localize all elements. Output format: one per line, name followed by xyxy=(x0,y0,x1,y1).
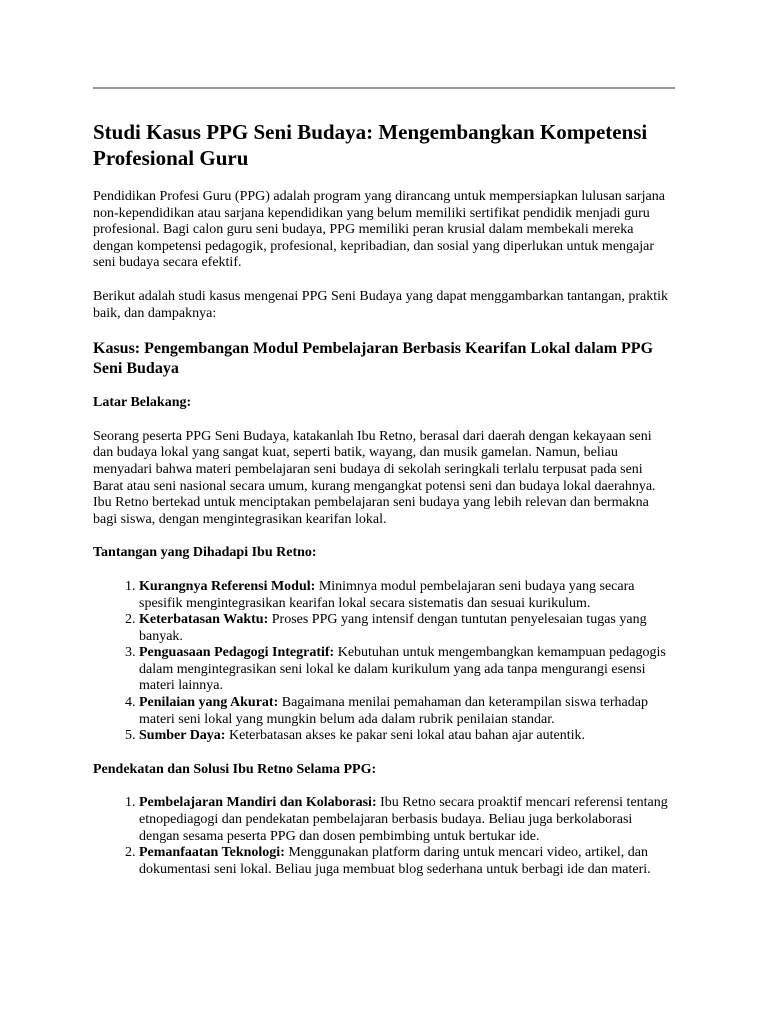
list-item xyxy=(139,695,675,728)
intro-paragraph-1: Pendidikan Profesi Guru (PPG) adalah program yang dirancang untuk mempersiapkan lulusan sarjana non-kependidikan atau sarjana kependidikan yang belum memiliki sertifikat pendidik menjadi guru profesional. Bagi calon guru seni budaya, PPG memiliki peran krusial dalam membekali mereka dengan kompetensi pedagogik, profesional, kepribadian, dan sosial yang diperlukan untuk mengajar seni budaya secara efektif. xyxy=(93,189,665,271)
list-item-text: Bagaimana menilai pemahaman dan keterampilan siswa terhadap materi seni lokal yang mungkin belum ada dalam rubrik penilaian standar. xyxy=(139,695,648,727)
list-item-text: Minimnya modul pembelajaran seni budaya yang secara spesifik mengintegrasikan kearifan lokal secara sistematis dan sesuai kurikulum. xyxy=(139,578,635,611)
list-item-text: Kebutuhan untuk mengembangkan kemampuan pedagogis dalam mengintegrasikan seni lokal ke dalam kurikulum yang ada tanpa mengurangi esensi materi lainnya. xyxy=(139,645,666,694)
list-item-term: Pemanfaatan Teknologi: xyxy=(139,845,285,861)
list-item xyxy=(139,795,675,845)
challenges-list xyxy=(93,579,675,745)
list-item-text: Proses PPG yang intensif dengan tuntutan penyelesaian tugas yang banyak. xyxy=(139,612,647,644)
background-heading: Latar Belakang: xyxy=(93,395,192,411)
list-item-term: Penguasaan Pedagogi Integratif: xyxy=(139,645,335,661)
list-item-text: Menggunakan platform daring untuk mencari video, artikel, dan dokumentasi seni lokal. Beliau juga membuat blog sederhana untuk berbagi ide dan materi. xyxy=(139,845,651,877)
list-item-term: Penilaian yang Akurat: xyxy=(139,695,279,711)
list-item-term: Kurangnya Referensi Modul: xyxy=(139,578,316,594)
list-item xyxy=(139,612,675,645)
list-item-term: Keterbatasan Waktu: xyxy=(139,612,269,628)
list-item-term: Pembelajaran Mandiri dan Kolaborasi: xyxy=(139,795,377,811)
intro-paragraph-2: Berikut adalah studi kasus mengenai PPG Seni Budaya yang dapat menggambarkan tantangan, praktik baik, dan dampaknya: xyxy=(93,288,669,321)
list-item-text: Keterbatasan akses ke pakar seni lokal atau bahan ajar autentik. xyxy=(225,728,586,744)
background-paragraph: Seorang peserta PPG Seni Budaya, katakanlah Ibu Retno, berasal dari daerah dengan kekayaan seni dan budaya lokal yang sangat kuat, seperti batik, wayang, dan musik gamelan. Namun, beliau menyadari bahwa materi pembelajaran seni budaya di sekolah seringkali terlalu terpusat pada seni Barat atau seni nasional secara umum, kurang mengangkat potensi seni dan budaya lokal daerahnya. Ibu Retno bertekad untuk menciptakan pembelajaran seni budaya yang lebih relevan dan bermakna bagi siswa, dengan mengintegrasikan kearifan lokal. xyxy=(93,428,656,527)
case-title: Kasus: Pengembangan Modul Pembelajaran Berbasis Kearifan Lokal dalam PPG Seni Budaya xyxy=(93,340,654,378)
challenges-heading: Tantangan yang Dihadapi Ibu Retno: xyxy=(93,545,317,561)
solutions-heading: Pendekatan dan Solusi Ibu Retno Selama PPG: xyxy=(93,761,377,777)
list-item xyxy=(139,728,675,745)
list-item xyxy=(139,845,675,878)
list-item-term: Sumber Daya: xyxy=(139,728,226,744)
document-title: Studi Kasus PPG Seni Budaya: Mengembangkan Kompetensi Profesional Guru xyxy=(93,120,648,170)
solutions-list xyxy=(93,795,675,878)
list-item xyxy=(139,645,675,695)
list-item-text: Ibu Retno secara proaktif mencari referensi tentang etnopediagogi dan pendekatan pembelajaran berbasis budaya. Beliau juga berkolaborasi dengan sesama peserta PPG dan dosen pembimbing untuk bertukar ide. xyxy=(139,795,668,844)
document-content xyxy=(93,119,675,895)
list-item xyxy=(139,579,675,612)
top-horizontal-rule xyxy=(93,87,675,89)
